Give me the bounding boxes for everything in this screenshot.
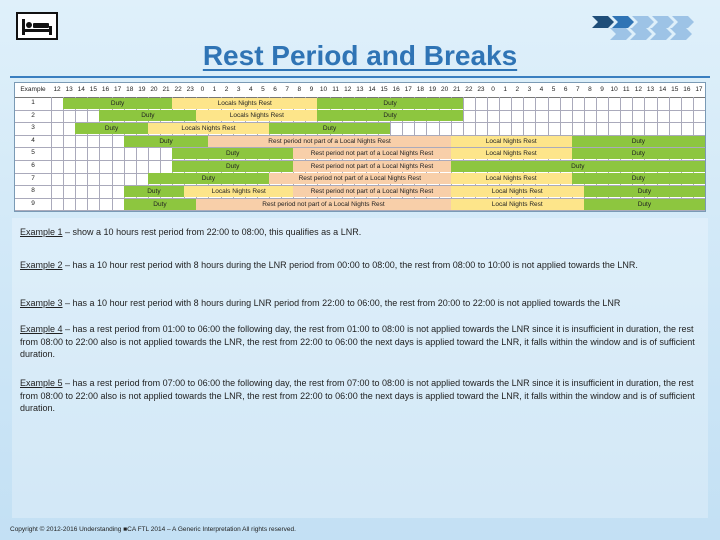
hour-header: 7	[285, 86, 289, 93]
duty-bar: Duty	[148, 173, 269, 184]
example-label: Example 1	[20, 227, 63, 237]
duty-bar: Duty	[124, 186, 185, 197]
example-number: 9	[31, 199, 35, 207]
duty-bar: Duty	[124, 199, 197, 210]
grid-line	[87, 97, 88, 211]
example-paragraph	[20, 323, 700, 361]
hour-header: 11	[332, 86, 339, 93]
header-label: Example	[20, 86, 46, 93]
hour-header: 23	[186, 86, 194, 93]
example-paragraph	[20, 259, 700, 272]
example-text: – has a rest period from 07:00 to 06:00 the following day, the rest from 07:00 to 08:00 is not applied towards the LNR since it is insufficient in duration, the rest from 08:00 to 22:00 also is not applied towards the LNR, the rest from 22:00 to 06:00 the next days is applied toward the LNR, it falls within the window and is of sufficient duration.	[20, 378, 695, 413]
hour-header: 9	[600, 86, 604, 93]
grid-line	[75, 97, 76, 211]
lnr-bar: Locals Nights Rest	[196, 110, 317, 121]
hour-header: 4	[249, 86, 253, 93]
hour-header: 10	[319, 86, 328, 93]
example-label: Example 2	[20, 260, 63, 270]
hour-header: 1	[503, 86, 507, 93]
hour-header: 9	[309, 86, 314, 93]
hour-header: 12	[344, 86, 352, 93]
example-label: Example 5	[20, 378, 63, 388]
hour-header: 16	[101, 86, 110, 93]
hour-header: 22	[174, 86, 182, 93]
lnr-bar: Local Nights Rest	[451, 173, 572, 184]
hour-header: 19	[138, 86, 146, 93]
example-paragraph	[20, 226, 700, 239]
example-number: 7	[31, 174, 35, 182]
hour-header: 18	[416, 86, 424, 93]
lnr-bar: Locals Nights Rest	[148, 123, 269, 134]
duty-bar: Duty	[99, 110, 196, 121]
hour-header: 4	[539, 86, 544, 93]
hour-header: 8	[588, 86, 592, 93]
grid-line	[63, 97, 64, 211]
rest-bar: Rest period not part of a Local Nights Rest	[293, 186, 450, 197]
hour-header: 10	[610, 86, 618, 93]
hour-header: 2	[515, 86, 520, 93]
lnr-bar: Local Nights Rest	[451, 199, 584, 210]
hour-header: 18	[126, 86, 134, 93]
example-paragraph	[20, 297, 700, 310]
lnr-bar: Local Nights Rest	[451, 136, 572, 147]
page-title: Rest Period and Breaks	[202, 40, 518, 71]
duty-bar: Duty	[172, 148, 293, 159]
hour-header: 6	[273, 86, 277, 93]
hour-header: 3	[236, 86, 241, 93]
rest-bar: Rest period not part of a Local Nights Rest	[293, 148, 450, 159]
lnr-bar: Local Nights Rest	[451, 186, 584, 197]
rest-bar: Rest period not part of a Local Nights Rest	[269, 173, 451, 184]
chevron-arrows-icon	[590, 12, 706, 40]
hour-header: 14	[77, 86, 85, 93]
hour-header: 15	[671, 86, 679, 93]
duty-bar: Duty	[572, 136, 705, 147]
hour-header: 2	[224, 86, 229, 93]
hour-header: 5	[551, 86, 556, 93]
hour-header: 20	[440, 86, 449, 93]
hour-header: 13	[646, 86, 655, 93]
title-divider	[10, 76, 710, 78]
rest-bar: Rest period not part of a Local Nights Rest	[293, 161, 450, 172]
duty-bar: Duty	[63, 98, 172, 109]
hour-header: 7	[576, 86, 580, 93]
bed-icon	[16, 12, 58, 40]
example-number: 4	[31, 136, 35, 144]
hour-header: 12	[53, 86, 61, 93]
schedule-grid	[15, 83, 705, 211]
hour-header: 13	[356, 86, 364, 93]
rest-bar: Rest period not part of a Local Nights Rest	[208, 136, 450, 147]
hour-header: 8	[297, 86, 302, 93]
hour-header: 21	[162, 86, 170, 93]
example-number: 2	[31, 111, 35, 119]
example-text: – has a 10 hour rest period with 8 hours during LNR period from 22:00 to 06:00, the rest from 20:00 to 22:00 is not applied towards the LNR	[62, 298, 621, 308]
example-text: – has a rest period from 01:00 to 06:00 the following day, the rest from 01:00 to 08:00 is not applied towards the LNR since it is insufficient in duration, the rest from 08:00 to 22:00 also is not applied towards the LNR, the rest from 22:00 to 06:00 the next days is applied toward the LNR, it falls within the window and is of sufficient duration.	[20, 324, 695, 359]
duty-bar: Duty	[572, 148, 705, 159]
hour-header: 21	[453, 86, 461, 93]
example-number: 1	[31, 99, 35, 106]
example-number: 8	[31, 187, 35, 195]
hour-header: 17	[404, 86, 412, 93]
examples-list	[20, 226, 700, 536]
hour-header: 16	[683, 86, 691, 93]
example-number: 6	[31, 162, 35, 169]
lnr-bar: Locals Nights Rest	[172, 98, 317, 109]
hour-header: 17	[695, 86, 703, 93]
hour-header: 14	[658, 86, 667, 93]
duty-bar: Duty	[172, 161, 293, 172]
example-paragraph	[20, 377, 700, 415]
duty-bar: Duty	[75, 123, 148, 134]
grid-line	[51, 97, 52, 211]
example-number: 5	[31, 149, 35, 157]
copyright-footer: Copyright © 2012-2016 Understanding ■CA FTL 2014 – A Generic Interpretation All rights reserved.	[10, 526, 296, 533]
hour-header: 15	[380, 86, 388, 93]
duty-bar: Duty	[269, 123, 390, 134]
example-label: Example 3	[20, 298, 63, 308]
duty-bar: Duty	[124, 136, 209, 147]
duty-bar: Duty	[584, 186, 705, 197]
duty-bar: Duty	[317, 98, 462, 109]
lnr-bar: Locals Nights Rest	[184, 186, 293, 197]
hour-header: 0	[491, 86, 495, 93]
lnr-bar: Local Nights Rest	[451, 148, 572, 159]
hour-header: 19	[428, 86, 437, 93]
hour-header: 23	[477, 86, 485, 93]
rest-bar: Rest period not part of a Local Nights Rest	[196, 199, 450, 210]
hour-header: 22	[465, 86, 473, 93]
duty-bar: Duty	[572, 173, 705, 184]
row-divider	[15, 210, 705, 211]
hour-header: 0	[200, 86, 205, 93]
hour-header: 1	[212, 86, 217, 93]
hour-header: 11	[622, 86, 630, 93]
example-label: Example 4	[20, 324, 63, 334]
hour-header: 20	[150, 86, 158, 93]
rest-period-table	[14, 82, 706, 212]
example-text: – show a 10 hours rest period from 22:00 to 08:00, this qualifies as a LNR.	[62, 227, 362, 237]
duty-bar: Duty	[584, 199, 705, 210]
hour-header: 14	[368, 86, 376, 93]
hour-header: 6	[563, 86, 568, 93]
hour-header: 17	[113, 86, 122, 93]
hour-header: 16	[392, 86, 400, 93]
hour-header: 3	[527, 86, 532, 93]
duty-bar: Duty	[451, 161, 705, 172]
hour-header: 12	[634, 86, 642, 93]
example-number: 3	[31, 124, 35, 132]
hour-header: 5	[261, 86, 265, 93]
hour-header: 13	[65, 86, 73, 93]
duty-bar: Duty	[317, 110, 462, 121]
example-text: – has a 10 hour rest period with 8 hours during the LNR period from 00:00 to 08:00, the rest from 08:00 to 10:00 is not applied towards the LNR.	[62, 260, 638, 270]
hour-header: 15	[89, 86, 97, 93]
